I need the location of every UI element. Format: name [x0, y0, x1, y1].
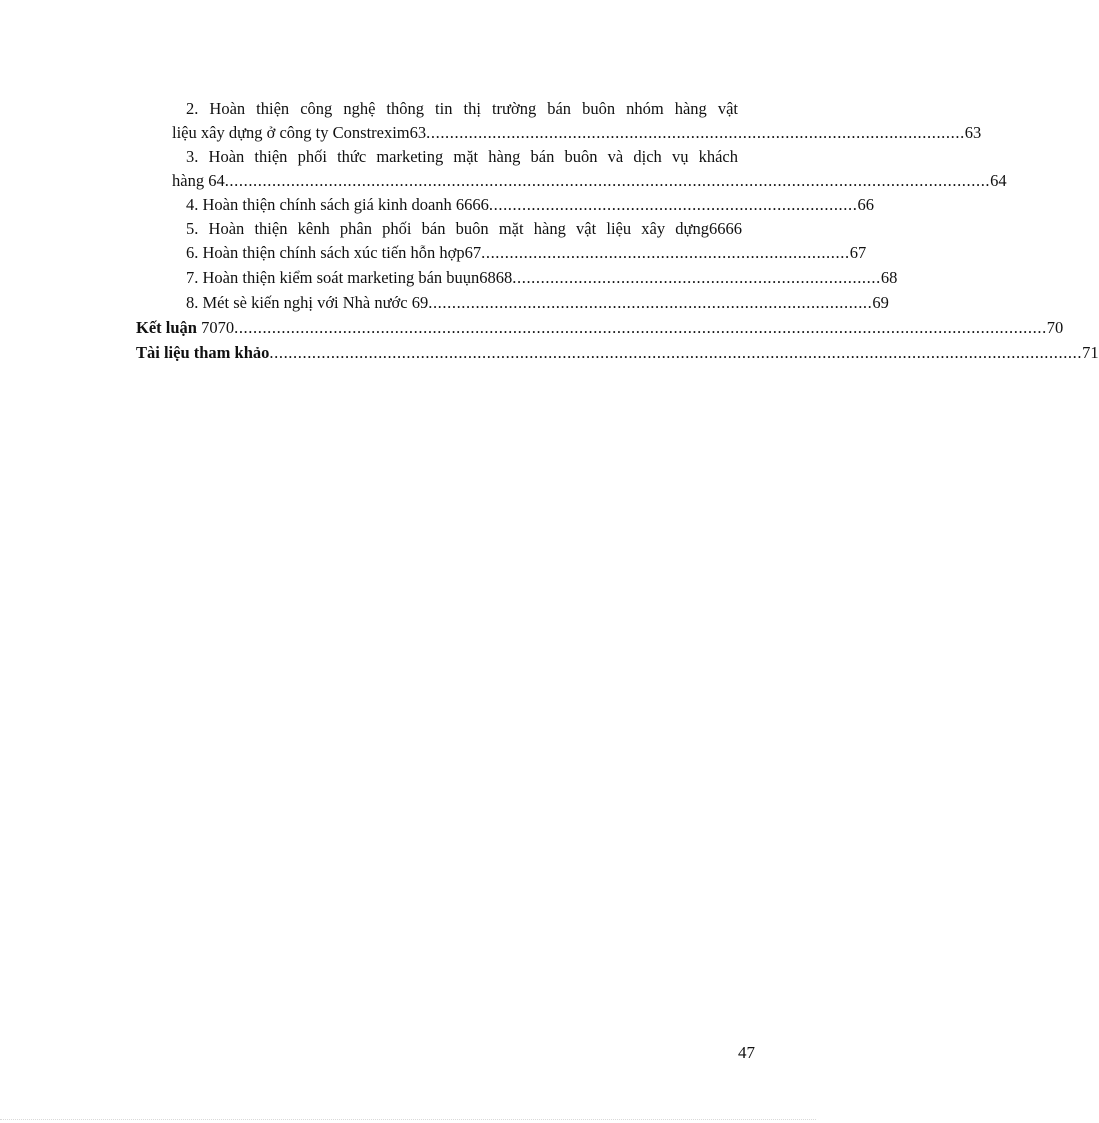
- toc-entry-conclusion[interactable]: [136, 317, 1064, 339]
- toc-page-number: 68: [880, 268, 898, 287]
- leader-dots: ..................................................................................................................: [426, 123, 965, 142]
- toc-page-number: 67: [849, 243, 867, 262]
- leader-dots: ..............................................................................: [481, 243, 850, 262]
- toc-entry-7[interactable]: [186, 267, 898, 289]
- leader-dots: ..................................................................................................................................................................: [224, 171, 991, 190]
- toc-entry-8[interactable]: [186, 292, 889, 314]
- toc-entry-references[interactable]: [136, 342, 1099, 364]
- toc-entry-text: 6. Hoàn thiện chính sách xúc tiến hỗn hợp67: [186, 243, 482, 262]
- toc-heading-text: Kết luận: [136, 318, 197, 337]
- toc-entry-4[interactable]: [186, 194, 874, 216]
- toc-entry-3-line2[interactable]: [172, 170, 1007, 192]
- page-bottom-divider: [0, 1119, 816, 1120]
- leader-dots: ............................................................................................................................................................................: [269, 343, 1083, 362]
- toc-page-number: 69: [872, 293, 889, 312]
- leader-dots: ..............................................................................................: [428, 293, 873, 312]
- toc-entry-text: 7070: [196, 318, 235, 337]
- leader-dots: ..............................................................................: [488, 195, 858, 214]
- toc-entry-3-line1: [186, 146, 738, 168]
- toc-heading-text: Tài liệu tham khảo: [136, 343, 270, 362]
- toc-entry-text: hàng 64: [172, 171, 225, 190]
- toc-entry-6[interactable]: [186, 242, 867, 264]
- toc-entry-5[interactable]: [186, 218, 742, 240]
- toc-entry-text: 3. Hoàn thiện phối thức marketing mặt hàng bán buôn và dịch vụ khách: [186, 147, 738, 166]
- toc-entry-2-line1: [186, 98, 738, 120]
- toc-page-number: 71: [1082, 343, 1099, 362]
- toc-entry-text: 2. Hoàn thiện công nghệ thông tin thị trường bán buôn nhóm hàng vật: [186, 99, 738, 118]
- toc-entry-2-line2[interactable]: [172, 122, 982, 144]
- toc-page-number: 63: [964, 123, 982, 142]
- toc-entry-text: 5. Hoàn thiện kênh phân phối bán buôn mặt hàng vật liệu xây dựng6666: [186, 219, 742, 238]
- page-number: 47: [738, 1043, 755, 1062]
- toc-page-number: 66: [857, 195, 874, 214]
- leader-dots: ..............................................................................: [512, 268, 881, 287]
- toc-entry-text: liệu xây dựng ở công ty Constrexim63: [172, 123, 427, 142]
- leader-dots: ............................................................................................................................................................................: [234, 318, 1047, 337]
- toc-page-number: 64: [990, 171, 1007, 190]
- toc-entry-text: 7. Hoàn thiện kiểm soát marketing bán buụn6868: [186, 268, 513, 287]
- toc-entry-text: 4. Hoàn thiện chính sách giá kinh doanh 6666: [186, 195, 489, 214]
- toc-page-number: 70: [1046, 318, 1064, 337]
- toc-entry-text: 8. Mét sè kiến nghị với Nhà nước 69: [186, 293, 429, 312]
